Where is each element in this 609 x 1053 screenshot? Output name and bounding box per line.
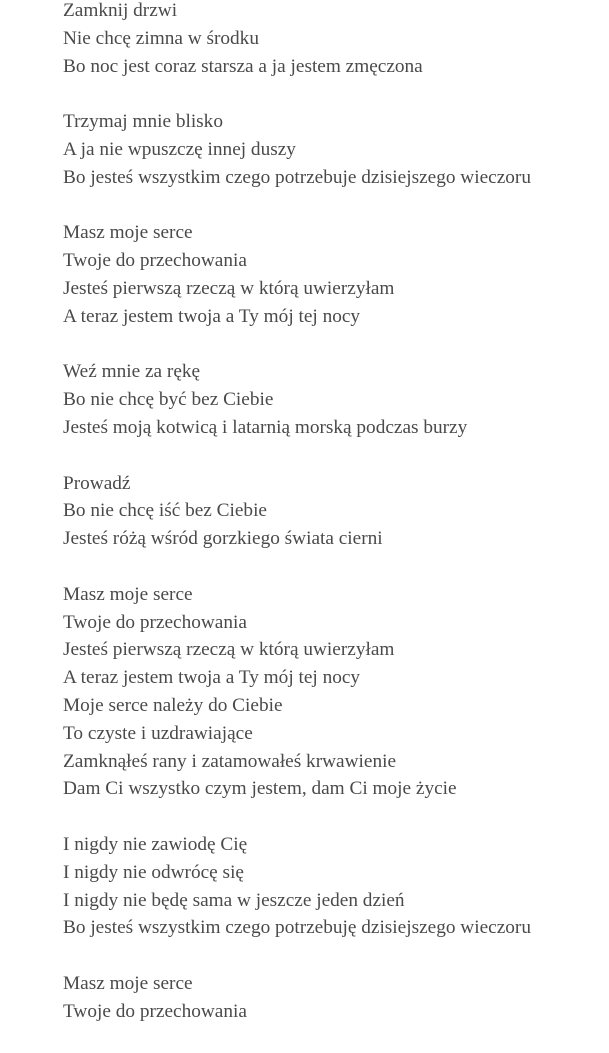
stanza-8 — [63, 970, 609, 1026]
lyric-line: Jesteś pierwszą rzeczą w którą uwierzyłam — [63, 277, 395, 299]
lyric-line: Masz moje serce — [63, 222, 193, 244]
lyric-line: Jesteś pierwszą rzeczą w którą uwierzyłam — [63, 639, 395, 661]
lyric-line: Bo noc jest coraz starsza a ja jestem zmęczona — [63, 55, 423, 77]
lyric-line: Moje serce należy do Ciebie — [63, 694, 283, 716]
lyric-line: Zamknąłeś rany i zatamowałeś krwawienie — [63, 750, 396, 772]
stanza-5 — [63, 470, 609, 553]
lyric-line: Bo nie chcę iść bez Ciebie — [63, 500, 267, 522]
lyrics-text — [63, 0, 609, 1053]
lyric-line: Masz moje serce — [63, 583, 193, 605]
lyric-line: I nigdy nie odwrócę się — [63, 861, 244, 883]
lyric-line: Jesteś różą wśród gorzkiego świata cierni — [63, 528, 383, 550]
lyric-line: Twoje do przechowania — [63, 611, 247, 633]
lyric-line: Twoje do przechowania — [63, 1000, 247, 1022]
lyric-line: A teraz jestem twoja a Ty mój tej nocy — [63, 305, 361, 327]
lyric-line: Twoje do przechowania — [63, 250, 247, 272]
lyric-line: To czyste i uzdrawiające — [63, 722, 253, 744]
lyric-line: Dam Ci wszystko czym jestem, dam Ci moje życie — [63, 778, 457, 800]
lyric-line: Zamknij drzwi — [63, 0, 178, 21]
lyric-line: Trzymaj mnie blisko — [63, 111, 223, 133]
lyric-line: I nigdy nie zawiodę Cię — [63, 833, 248, 855]
stanza-2 — [63, 108, 609, 191]
lyric-line: A teraz jestem twoja a Ty mój tej nocy — [63, 667, 361, 689]
stanza-6 — [63, 581, 609, 803]
stanza-4 — [63, 358, 609, 441]
lyric-line: Prowadź — [63, 472, 131, 494]
lyric-line: A ja nie wpuszczę innej duszy — [63, 138, 296, 160]
stanza-3 — [63, 219, 609, 330]
lyric-line: Bo jesteś wszystkim czego potrzebuję dzisiejszego wieczoru — [63, 917, 531, 939]
lyric-line: Bo jesteś wszystkim czego potrzebuje dzisiejszego wieczoru — [63, 166, 531, 188]
lyric-line: Bo nie chcę być bez Ciebie — [63, 389, 274, 411]
lyric-line: Jesteś moją kotwicą i latarnią morską podczas burzy — [63, 416, 468, 438]
lyric-line: I nigdy nie będę sama w jeszcze jeden dzień — [63, 889, 405, 911]
stanza-1 — [63, 0, 609, 80]
stanza-7 — [63, 831, 609, 942]
lyric-line: Weź mnie za rękę — [63, 361, 201, 383]
lyric-line: Masz moje serce — [63, 972, 193, 994]
lyric-line: Nie chcę zimna w środku — [63, 27, 259, 49]
